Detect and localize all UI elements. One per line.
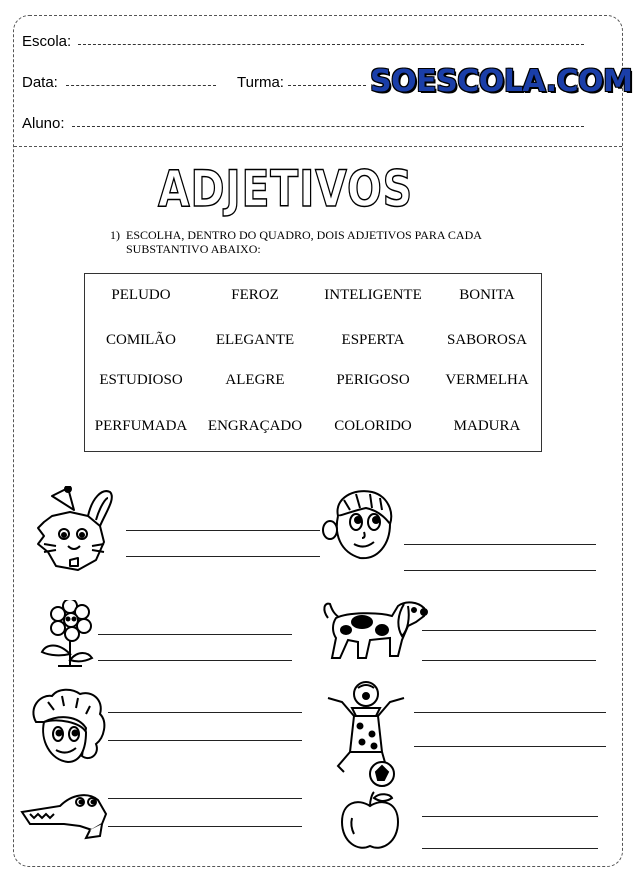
flower-icon	[38, 600, 100, 670]
rabbit-icon	[30, 486, 122, 576]
word-bank-box	[84, 273, 542, 452]
word-bank-item: INTELIGENTE	[324, 287, 422, 303]
answer-line-crocodile-2[interactable]	[108, 826, 302, 827]
answer-line-girl-2[interactable]	[108, 740, 302, 741]
answer-line-rabbit-2[interactable]	[126, 556, 320, 557]
word-bank-item: VERMELHA	[445, 372, 529, 388]
student-label: Aluno:	[22, 115, 65, 132]
crocodile-icon	[20, 784, 110, 840]
word-bank-item: MADURA	[453, 418, 521, 434]
word-bank-item: BONITA	[459, 287, 515, 303]
soescola-logo: SOESCOLA.COM	[370, 64, 633, 99]
answer-line-clown-2[interactable]	[414, 746, 606, 747]
word-bank-item: SABOROSA	[446, 332, 528, 348]
word-bank-item: COLORIDO	[334, 418, 412, 434]
word-bank-item: ENGRAÇADO	[207, 418, 303, 434]
class-field[interactable]	[288, 85, 366, 86]
answer-line-rabbit-1[interactable]	[126, 530, 320, 531]
instruction-line-1: ESCOLHA, DENTRO DO QUADRO, DOIS ADJETIVOS PARA CADA	[126, 228, 482, 242]
class-label: Turma:	[237, 74, 284, 91]
answer-line-boy-1[interactable]	[404, 544, 596, 545]
answer-line-dog-2[interactable]	[422, 660, 596, 661]
word-bank-item: FEROZ	[231, 287, 279, 303]
instruction-number: 1)	[110, 228, 120, 242]
word-bank-item: COMILÃO	[106, 332, 176, 348]
page-title: ADJETIVOS	[158, 160, 414, 218]
word-bank-item: PERFUMADA	[94, 418, 188, 434]
answer-line-dog-1[interactable]	[422, 630, 596, 631]
dog-icon	[318, 596, 428, 666]
school-field[interactable]	[78, 44, 584, 45]
answer-line-clown-1[interactable]	[414, 712, 606, 713]
answer-line-apple-1[interactable]	[422, 816, 598, 817]
word-bank-item: PERIGOSO	[336, 372, 410, 388]
answer-line-girl-1[interactable]	[108, 712, 302, 713]
apple-icon	[340, 790, 400, 854]
date-label: Data:	[22, 74, 58, 91]
boy-icon	[320, 488, 398, 564]
clown-icon	[324, 680, 408, 788]
student-field[interactable]	[72, 126, 584, 127]
word-bank-item: ESTUDIOSO	[99, 372, 183, 388]
word-bank-item: ALEGRE	[225, 372, 285, 388]
answer-line-flower-2[interactable]	[98, 660, 292, 661]
header-divider	[14, 146, 622, 147]
answer-line-flower-1[interactable]	[98, 634, 292, 635]
instruction-line-2: SUBSTANTIVO ABAIXO:	[126, 242, 261, 256]
answer-line-apple-2[interactable]	[422, 848, 598, 849]
answer-line-crocodile-1[interactable]	[108, 798, 302, 799]
word-bank-item: PELUDO	[111, 287, 171, 303]
word-bank-item: ESPERTA	[341, 332, 405, 348]
word-bank-item: ELEGANTE	[215, 332, 295, 348]
girl-icon	[28, 688, 108, 768]
answer-line-boy-2[interactable]	[404, 570, 596, 571]
school-label: Escola:	[22, 33, 72, 50]
date-field[interactable]	[66, 85, 216, 86]
